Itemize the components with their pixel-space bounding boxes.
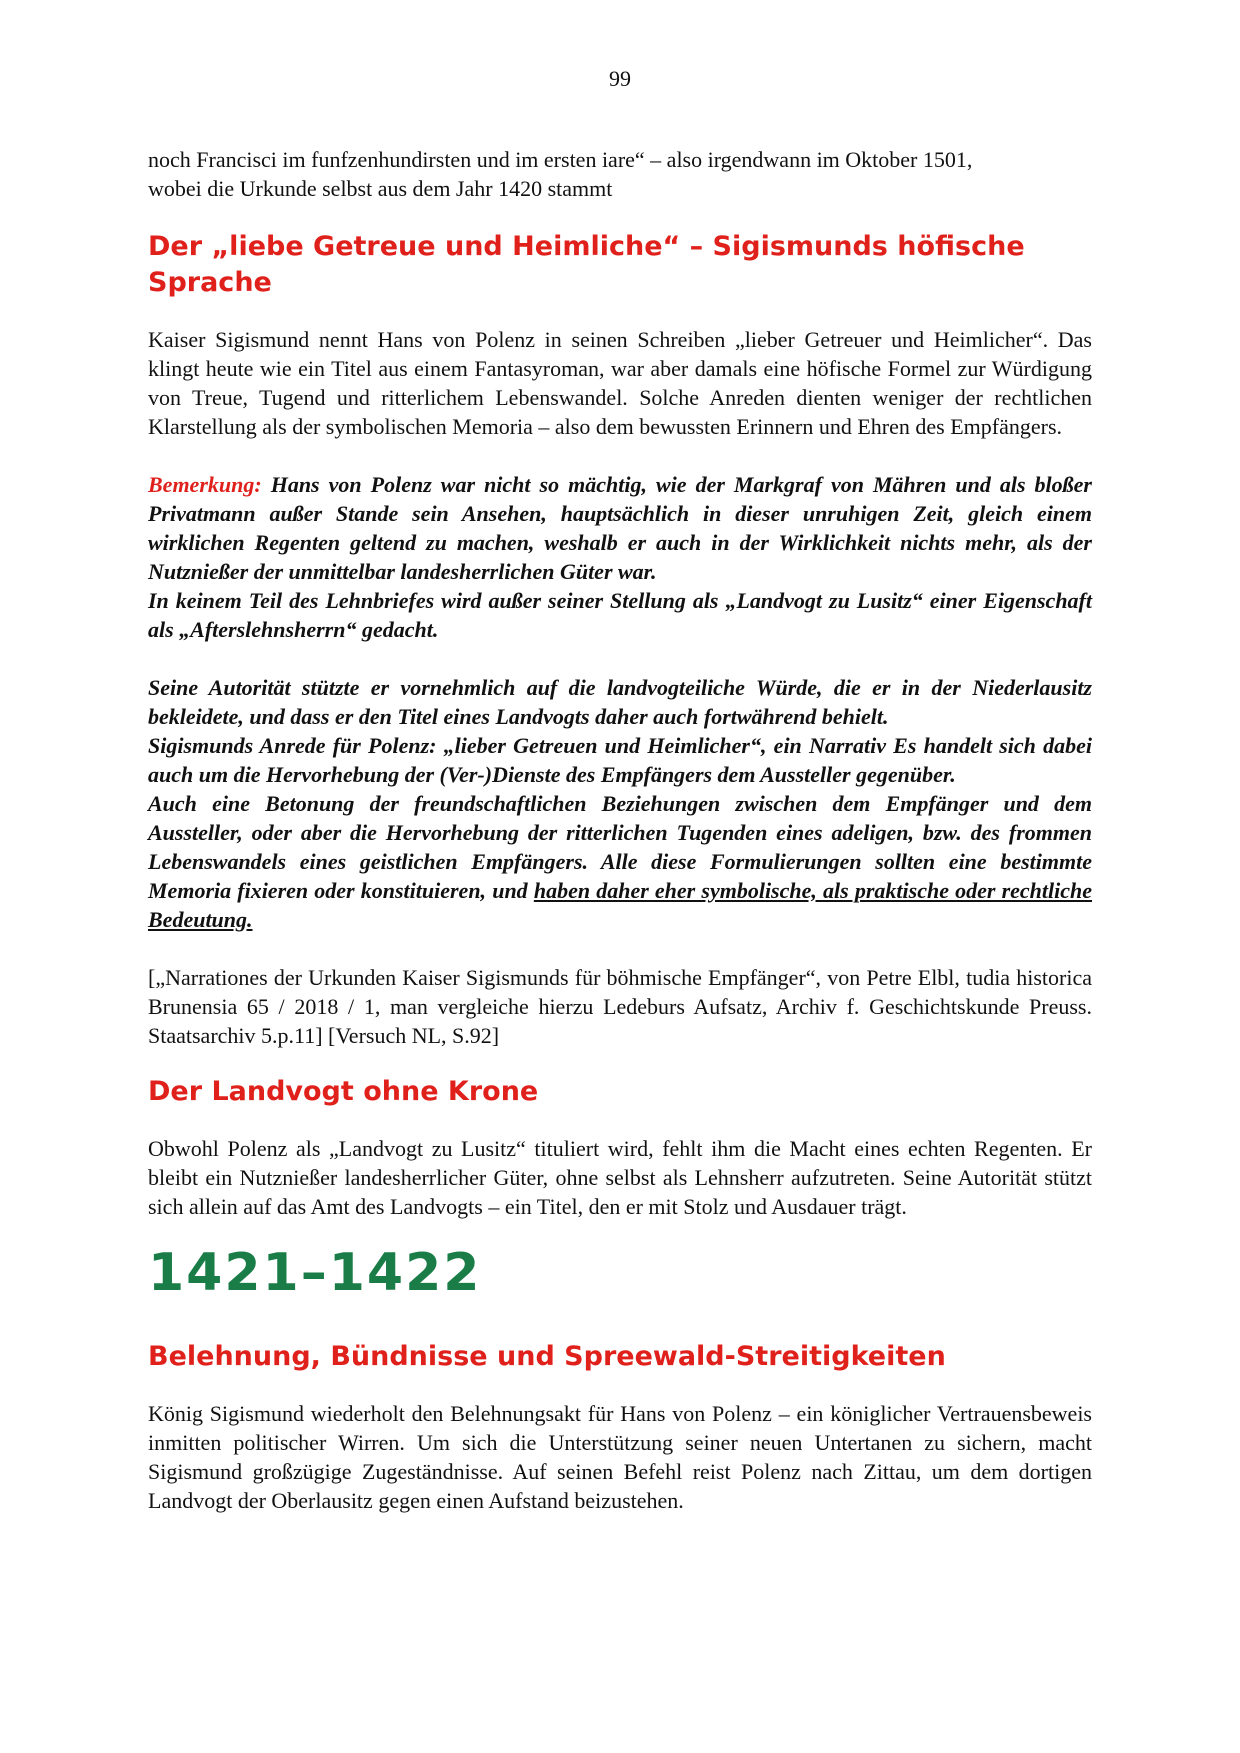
paragraph-landvogt-ohne-krone: Obwohl Polenz als „Landvogt zu Lusitz“ tituliert wird, fehlt ihm die Macht eines echten Regenten. Er bleibt ein Nutznießer landesherrlicher Güter, ohne selbst als Lehnsherr aufzutreten. Seine Autorität stützt sich allein auf das Amt des Landvogts – ein Titel, den er mit Stolz und Ausdauer trägt. — [148, 1136, 1092, 1219]
remark-paragraph-2: In keinem Teil des Lehnbriefes wird außer seiner Stellung als „Landvogt zu Lusitz“ einer Eigenschaft als „Afterslehnsherrn“ gedacht. — [148, 588, 1092, 642]
remark-text-5: Auch eine Betonung der freundschaftlichen Beziehungen zwischen dem Empfänger und dem Aussteller, oder aber die Hervorhebung der ritterlichen Tugenden eines adeligen, bzw. des frommen Lebenswandels eines geistlichen Empfängers. Alle diese Formulierungen sollten eine bestimmte Memoria fixieren oder konstituieren, und — [148, 791, 1092, 903]
remark-block — [148, 470, 1092, 934]
section-heading-belehnung: Belehnung, Bündnisse und Spreewald-Streitigkeiten — [148, 1341, 946, 1372]
page-number: 99 — [609, 66, 631, 91]
paragraph-hoefische-sprache: Kaiser Sigismund nennt Hans von Polenz in seinen Schreiben „lieber Getreuer und Heimlicher“. Das klingt heute wie ein Titel aus einem Fantasyroman, war aber damals eine höfische Formel zur Würdigung von Treue, Tugend und ritterlichem Lebenswandel. Solche Anreden dienten weniger der rechtlichen Klarstellung als der symbolischen Memoria – also dem bewussten Erinnern und Ehren des Empfängers. — [148, 327, 1092, 439]
remark-text-5-underlined: haben daher eher symbolische, als praktische oder rechtliche Bedeutung. — [148, 878, 1093, 932]
section-heading-landvogt-ohne-krone: Der Landvogt ohne Krone — [148, 1076, 539, 1107]
year-heading: 1421–1422 — [148, 1243, 482, 1303]
remark-paragraph-5 — [148, 789, 1092, 934]
intro-line-2: wobei die Urkunde selbst aus dem Jahr 1420 stammt — [148, 176, 613, 201]
remark-text-1: Hans von Polenz war nicht so mächtig, wie der Markgraf von Mähren und als bloßer Privatmann außer Stande sein Ansehen, hauptsächlich in dieser unruhigen Zeit, gleich einem wirklichen Regenten geltend zu machen, weshalb er auch in der Wirklichkeit nichts mehr, als der Nutznießer der unmittelbar landesherrlichen Güter war. — [148, 472, 1092, 584]
intro-line-1: noch Francisci im funfzenhundirsten und im ersten iare“ – also irgendwann im Oktober 1501, — [148, 147, 973, 172]
remark-paragraph-4: Sigismunds Anrede für Polenz: „lieber Getreuen und Heimlicher“, ein Narrativ Es handelt sich dabei auch um die Hervorhebung der (Ver-)Dienste des Empfängers dem Aussteller gegenüber. — [148, 733, 1092, 787]
remark-paragraph-3: Seine Autorität stützte er vornehmlich auf die landvogteiliche Würde, die er in der Niederlausitz bekleidete, und dass er den Titel eines Landvogts daher auch fortwährend behielt. — [148, 675, 1092, 729]
remark-paragraph-1 — [148, 470, 1092, 586]
remark-label: Bemerkung: — [148, 472, 262, 497]
page-content — [148, 145, 1092, 1515]
intro-text — [148, 145, 1092, 203]
section-heading-hoefische-sprache: Der „liebe Getreue und Heimliche“ – Sigismunds höfische Sprache — [148, 231, 1025, 298]
paragraph-belehnung: König Sigismund wiederholt den Belehnungsakt für Hans von Polenz – ein königlicher Vertrauensbeweis inmitten politischer Wirren. Um sich die Unterstützung seiner neuen Untertanen zu sichern, macht Sigismund großzügige Zugeständnisse. Auf seinen Befehl reist Polenz nach Zittau, um dem dortigen Landvogt der Oberlausitz gegen einen Aufstand beizustehen. — [148, 1401, 1092, 1513]
citation: [„Narrationes der Urkunden Kaiser Sigismunds für böhmische Empfänger“, von Petre Elbl, tudia historica Brunensia 65 / 2018 / 1, man vergleiche hierzu Ledeburs Aufsatz, Archiv f. Geschichtskunde Preuss. Staatsarchiv 5.p.11] [Versuch NL, S.92] — [148, 965, 1092, 1048]
